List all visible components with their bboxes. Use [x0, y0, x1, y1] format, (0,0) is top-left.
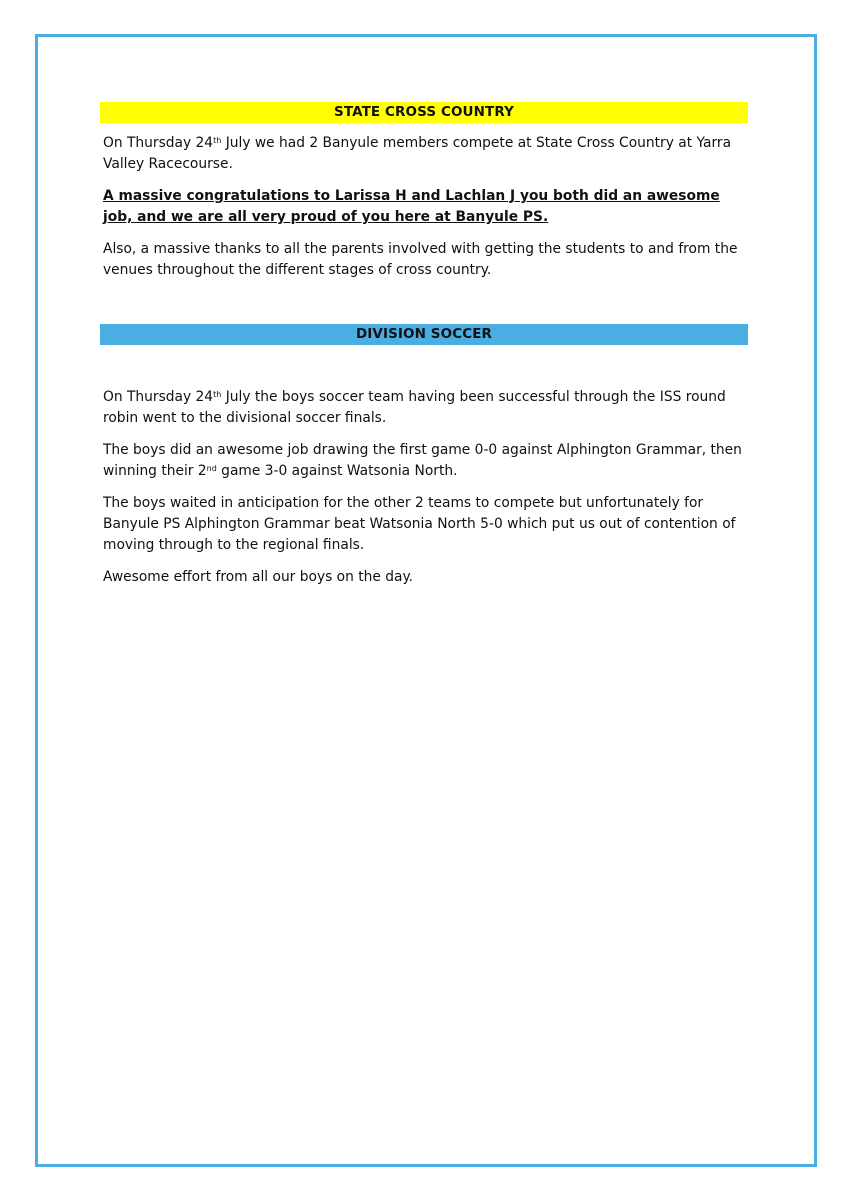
division-soccer-heading: DIVISION SOCCER: [100, 324, 748, 345]
cross-country-p1-text-b: July we had 2 Banyule members compete at State Cross Country at Yarra Valley Racecourse.: [103, 135, 732, 172]
cross-country-p1-superscript: th: [213, 136, 222, 145]
soccer-paragraph-4: Awesome effort from all our boys on the day.: [103, 569, 414, 585]
soccer-p2-text-b: game 3-0 against Watsonia North.: [216, 463, 458, 479]
cross-country-p1-text-a: On Thursday 24: [103, 135, 214, 151]
cross-country-congratulations: A massive congratulations to Larissa H and Lachlan J you both did an awesome job, and we are all very proud of you here at Banyule PS.: [103, 188, 720, 225]
soccer-p2-superscript: nd: [206, 464, 217, 473]
cross-country-heading: STATE CROSS COUNTRY: [100, 102, 748, 123]
cross-country-paragraph-3: Also, a massive thanks to all the parents involved with getting the students to and from the venues throughout the different stages of cross country.: [103, 241, 738, 278]
soccer-p1-text-b: July the boys soccer team having been successful through the ISS round robin went to the divisional soccer finals.: [103, 389, 726, 426]
soccer-p1-superscript: th: [213, 390, 222, 399]
newsletter-content: [100, 102, 748, 588]
section-cross-country: [100, 102, 748, 281]
soccer-p2-text-a: The boys did an awesome job drawing the first game 0-0 against Alphington Grammar, then winning their 2: [103, 442, 742, 479]
section-division-soccer: [100, 324, 748, 588]
soccer-paragraph-1: [100, 387, 748, 429]
soccer-p1-text-a: On Thursday 24: [103, 389, 214, 405]
soccer-paragraph-3: The boys waited in anticipation for the other 2 teams to compete but unfortunately for Banyule PS Alphington Grammar beat Watsonia North 5-0 which put us out of contention of moving through to the regional finals.: [103, 495, 736, 553]
cross-country-paragraph-1: [100, 133, 748, 175]
soccer-paragraph-2: [100, 440, 748, 482]
